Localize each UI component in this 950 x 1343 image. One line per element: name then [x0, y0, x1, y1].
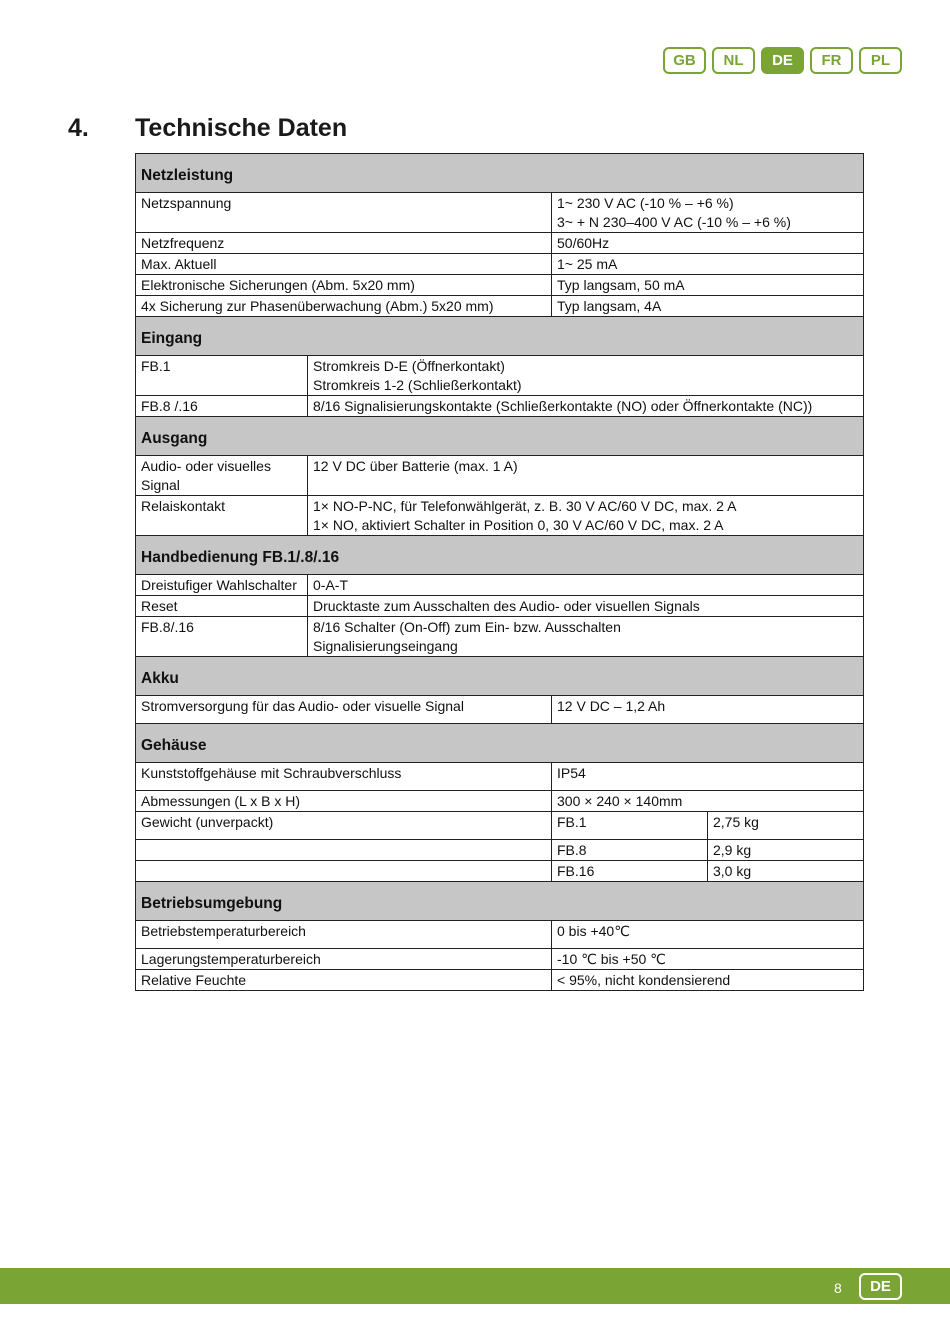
table-row	[136, 356, 864, 396]
table-row	[136, 763, 864, 791]
row-label: Audio- oder visuelles Signal	[136, 456, 308, 496]
section-header-eingang: Eingang	[136, 317, 864, 356]
weight-value: 2,75 kg	[708, 812, 864, 840]
row-label: Netzfrequenz	[136, 233, 552, 254]
weight-value: 2,9 kg	[708, 840, 864, 861]
row-label: Kunststoffgehäuse mit Schraubverschluss	[136, 763, 552, 791]
row-value: Typ langsam, 4A	[552, 296, 864, 317]
row-value: Stromkreis D-E (Öffnerkontakt) Stromkreis 1-2 (Schließerkontakt)	[308, 356, 864, 396]
lang-tab-pl[interactable]: PL	[859, 47, 902, 74]
language-selector	[663, 47, 902, 74]
row-value: 8/16 Schalter (On-Off) zum Ein- bzw. Ausschalten Signalisierungseingang	[308, 617, 864, 657]
row-value: 0-A-T	[308, 575, 864, 596]
row-label: Reset	[136, 596, 308, 617]
weight-model: FB.1	[552, 812, 708, 840]
table-row	[136, 254, 864, 275]
weight-value: 3,0 kg	[708, 861, 864, 882]
row-label: Netzspannung	[136, 193, 552, 233]
lang-tab-gb[interactable]: GB	[663, 47, 706, 74]
row-label-empty	[136, 840, 552, 861]
table-row	[136, 617, 864, 657]
row-label: 4x Sicherung zur Phasenüberwachung (Abm.) 5x20 mm)	[136, 296, 552, 317]
row-value: 0 bis +40℃	[552, 921, 864, 949]
table-row	[136, 275, 864, 296]
row-value: 1~ 230 V AC (-10 % – +6 %) 3~ + N 230–400 V AC (-10 % – +6 %)	[552, 193, 864, 233]
table-row	[136, 596, 864, 617]
row-value: 12 V DC über Batterie (max. 1 A)	[308, 456, 864, 496]
spec-table	[135, 153, 864, 991]
row-label: Max. Aktuell	[136, 254, 552, 275]
row-value: -10 ℃ bis +50 ℃	[552, 949, 864, 970]
section-title: Technische Daten	[135, 114, 348, 142]
row-value: IP54	[552, 763, 864, 791]
row-value: 1× NO-P-NC, für Telefonwählgerät, z. B. 30 V AC/60 V DC, max. 2 A 1× NO, aktiviert Schalter in Position 0, 30 V AC/60 V DC, max. 2 A	[308, 496, 864, 536]
section-header-gehaeuse: Gehäuse	[136, 724, 864, 763]
section-header-akku: Akku	[136, 657, 864, 696]
row-label: FB.1	[136, 356, 308, 396]
table-row	[136, 970, 864, 991]
page-heading	[68, 114, 347, 143]
row-value: < 95%, nicht kondensierend	[552, 970, 864, 991]
row-value: 1~ 25 mA	[552, 254, 864, 275]
table-row	[136, 233, 864, 254]
section-number: 4.	[68, 114, 89, 142]
row-label: Betriebstemperaturbereich	[136, 921, 552, 949]
table-row	[136, 791, 864, 812]
row-value: 300 × 240 × 140mm	[552, 791, 864, 812]
row-value: 8/16 Signalisierungskontakte (Schließerkontakte (NO) oder Öffnerkontakte (NC))	[308, 396, 864, 417]
lang-tab-nl[interactable]: NL	[712, 47, 755, 74]
table-row	[136, 812, 864, 840]
row-label: Dreistufiger Wahlschalter	[136, 575, 308, 596]
table-row	[136, 949, 864, 970]
weight-model: FB.8	[552, 840, 708, 861]
row-value: 50/60Hz	[552, 233, 864, 254]
table-row	[136, 496, 864, 536]
row-label: Gewicht (unverpackt)	[136, 812, 552, 840]
row-label: Relative Feuchte	[136, 970, 552, 991]
table-row	[136, 575, 864, 596]
row-label-empty	[136, 861, 552, 882]
table-row	[136, 696, 864, 724]
row-label: FB.8 /.16	[136, 396, 308, 417]
row-label: FB.8/.16	[136, 617, 308, 657]
lang-tab-fr[interactable]: FR	[810, 47, 853, 74]
row-value: Drucktaste zum Ausschalten des Audio- oder visuellen Signals	[308, 596, 864, 617]
row-label: Relaiskontakt	[136, 496, 308, 536]
table-row	[136, 396, 864, 417]
lang-tab-de[interactable]: DE	[761, 47, 804, 74]
table-row	[136, 921, 864, 949]
section-header-handbedienung: Handbedienung FB.1/.8/.16	[136, 536, 864, 575]
row-value: 12 V DC – 1,2 Ah	[552, 696, 864, 724]
footer-language-badge: DE	[859, 1273, 902, 1300]
table-row	[136, 296, 864, 317]
row-label: Abmessungen (L x B x H)	[136, 791, 552, 812]
footer-bar	[0, 1268, 950, 1304]
table-row	[136, 840, 864, 861]
section-header-netzleistung: Netzleistung	[136, 154, 864, 193]
section-header-ausgang: Ausgang	[136, 417, 864, 456]
table-row	[136, 456, 864, 496]
row-label: Elektronische Sicherungen (Abm. 5x20 mm)	[136, 275, 552, 296]
section-header-betriebsumgebung: Betriebsumgebung	[136, 882, 864, 921]
row-value: Typ langsam, 50 mA	[552, 275, 864, 296]
page-number: 8	[834, 1280, 842, 1296]
row-label: Stromversorgung für das Audio- oder visuelle Signal	[136, 696, 552, 724]
row-label: Lagerungstemperaturbereich	[136, 949, 552, 970]
weight-model: FB.16	[552, 861, 708, 882]
table-row	[136, 861, 864, 882]
table-row	[136, 193, 864, 233]
